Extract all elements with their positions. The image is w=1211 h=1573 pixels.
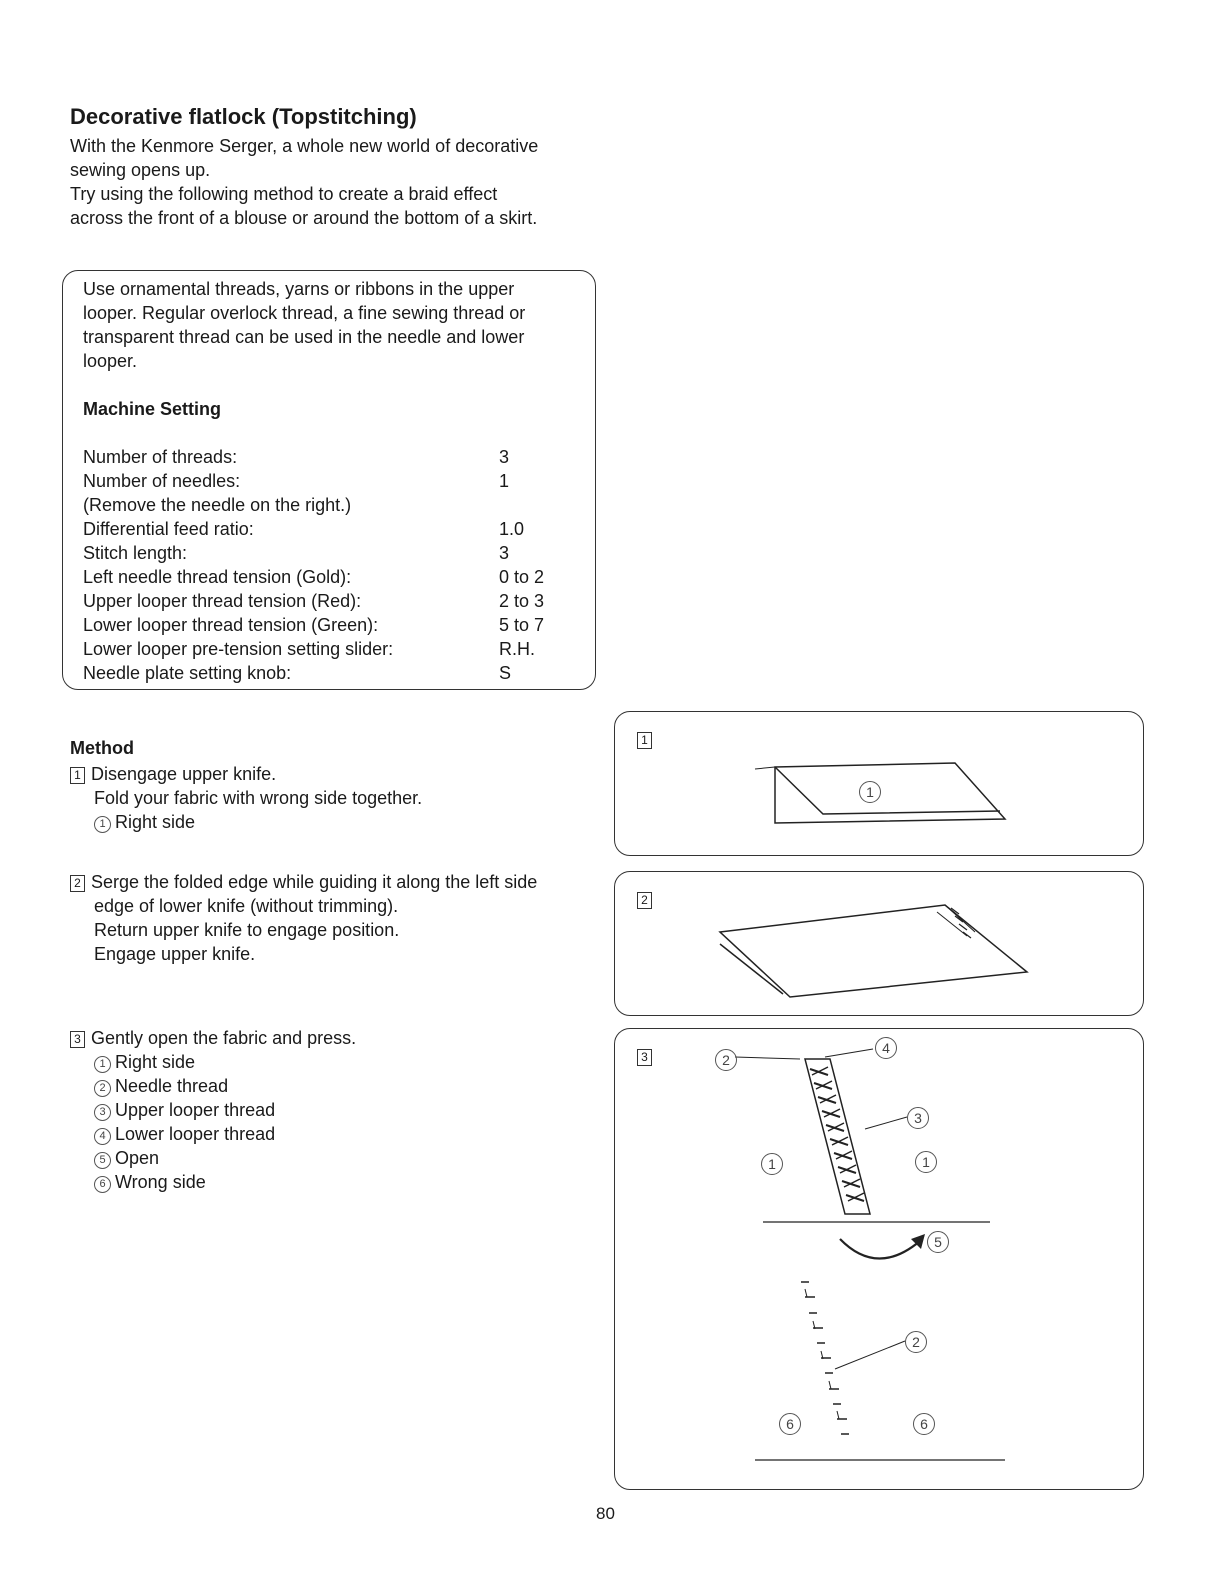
step-number-box: 2 bbox=[70, 875, 85, 892]
step-item-label: Upper looper thread bbox=[115, 1100, 276, 1120]
setting-label: Needle plate setting knob: bbox=[83, 663, 292, 683]
callout-number: 1 bbox=[94, 816, 111, 833]
method-step-3 bbox=[70, 1026, 600, 1194]
setting-label: Differential feed ratio: bbox=[83, 519, 254, 539]
setting-row bbox=[83, 445, 583, 469]
machine-setting-title: Machine Setting bbox=[83, 399, 222, 419]
callout-number: 3 bbox=[94, 1104, 111, 1121]
setting-row bbox=[83, 565, 583, 589]
setting-row bbox=[83, 469, 583, 493]
note-line: Use ornamental threads, yarns or ribbons in the upper bbox=[83, 279, 515, 299]
callout-number: 6 bbox=[779, 1413, 801, 1435]
setting-value: 3 bbox=[499, 447, 510, 467]
setting-label: Stitch length: bbox=[83, 543, 188, 563]
callout-number: 3 bbox=[907, 1107, 929, 1129]
setting-value: 3 bbox=[499, 543, 510, 563]
step-text: edge of lower knife (without trimming). bbox=[94, 896, 399, 916]
callout-number: 2 bbox=[94, 1080, 111, 1097]
setting-row bbox=[83, 517, 583, 541]
callout-number: 1 bbox=[859, 781, 881, 803]
step-text: Engage upper knife. bbox=[94, 944, 256, 964]
step-item-label: Right side bbox=[115, 1052, 196, 1072]
step-text: Gently open the fabric and press. bbox=[91, 1028, 357, 1048]
figure-number-box: 1 bbox=[637, 732, 652, 749]
method-step-1 bbox=[70, 762, 600, 834]
callout-number: 1 bbox=[915, 1151, 937, 1173]
setting-value: 5 to 7 bbox=[499, 615, 545, 635]
setting-label: Upper looper thread tension (Red): bbox=[83, 591, 362, 611]
settings-list bbox=[83, 445, 583, 685]
callout-number: 2 bbox=[715, 1049, 737, 1071]
intro-paragraph bbox=[70, 134, 610, 230]
setting-value: 0 to 2 bbox=[499, 567, 545, 587]
figure-2 bbox=[614, 871, 1144, 1016]
callout-number: 4 bbox=[94, 1128, 111, 1145]
note-line: transparent thread can be used in the needle and lower bbox=[83, 327, 525, 347]
step-item-label: Lower looper thread bbox=[115, 1124, 276, 1144]
figure-number-box: 2 bbox=[637, 892, 652, 909]
figure-number-box: 3 bbox=[637, 1049, 652, 1066]
page-title: Decorative flatlock (Topstitching) bbox=[70, 104, 417, 129]
setting-row bbox=[83, 661, 583, 685]
intro-line: Try using the following method to create a braid effect bbox=[70, 184, 498, 204]
callout-number: 2 bbox=[905, 1331, 927, 1353]
figure-3 bbox=[614, 1028, 1144, 1490]
note-line: looper. Regular overlock thread, a fine sewing thread or bbox=[83, 303, 526, 323]
flatlock-stitch-illustration bbox=[615, 1029, 1145, 1491]
step-item-label: Needle thread bbox=[115, 1076, 229, 1096]
step-text: Fold your fabric with wrong side together. bbox=[94, 788, 423, 808]
callout-number: 1 bbox=[761, 1153, 783, 1175]
step-item-label: Wrong side bbox=[115, 1172, 206, 1192]
setting-row bbox=[83, 589, 583, 613]
setting-value: R.H. bbox=[499, 639, 535, 659]
method-title: Method bbox=[70, 738, 134, 758]
callout-number: 4 bbox=[875, 1037, 897, 1059]
setting-row bbox=[83, 613, 583, 637]
step-number-box: 1 bbox=[70, 767, 85, 784]
callout-number: 1 bbox=[94, 1056, 111, 1073]
callout-number: 6 bbox=[94, 1176, 111, 1193]
setting-value: S bbox=[499, 663, 512, 683]
setting-label: (Remove the needle on the right.) bbox=[83, 495, 352, 515]
setting-row bbox=[83, 493, 583, 517]
step-text: Disengage upper knife. bbox=[91, 764, 277, 784]
figure-1 bbox=[614, 711, 1144, 856]
setting-row bbox=[83, 541, 583, 565]
setting-value: 1 bbox=[499, 471, 510, 491]
setting-row bbox=[83, 637, 583, 661]
serged-edge-illustration bbox=[615, 872, 1145, 1017]
intro-line: across the front of a blouse or around the bottom of a skirt. bbox=[70, 208, 538, 228]
machine-setting-box bbox=[62, 270, 596, 690]
thread-note bbox=[83, 277, 583, 373]
method-step-2 bbox=[70, 870, 600, 966]
setting-label: Number of threads: bbox=[83, 447, 238, 467]
step-text: Serge the folded edge while guiding it along the left side bbox=[91, 872, 538, 892]
setting-label: Lower looper thread tension (Green): bbox=[83, 615, 379, 635]
step-number-box: 3 bbox=[70, 1031, 85, 1048]
callout-number: 5 bbox=[94, 1152, 111, 1169]
step-item-label: Open bbox=[115, 1148, 160, 1168]
setting-label: Lower looper pre-tension setting slider: bbox=[83, 639, 394, 659]
intro-line: With the Kenmore Serger, a whole new world of decorative bbox=[70, 136, 539, 156]
callout-number: 6 bbox=[913, 1413, 935, 1435]
step-text: Return upper knife to engage position. bbox=[94, 920, 400, 940]
setting-value: 2 to 3 bbox=[499, 591, 545, 611]
intro-line: sewing opens up. bbox=[70, 160, 211, 180]
folded-fabric-illustration bbox=[615, 712, 1145, 857]
note-line: looper. bbox=[83, 351, 138, 371]
page-number: 80 bbox=[596, 1504, 615, 1523]
setting-value: 1.0 bbox=[499, 519, 525, 539]
callout-number: 5 bbox=[927, 1231, 949, 1253]
step-item-label: Right side bbox=[115, 812, 196, 832]
setting-label: Number of needles: bbox=[83, 471, 241, 491]
setting-label: Left needle thread tension (Gold): bbox=[83, 567, 352, 587]
